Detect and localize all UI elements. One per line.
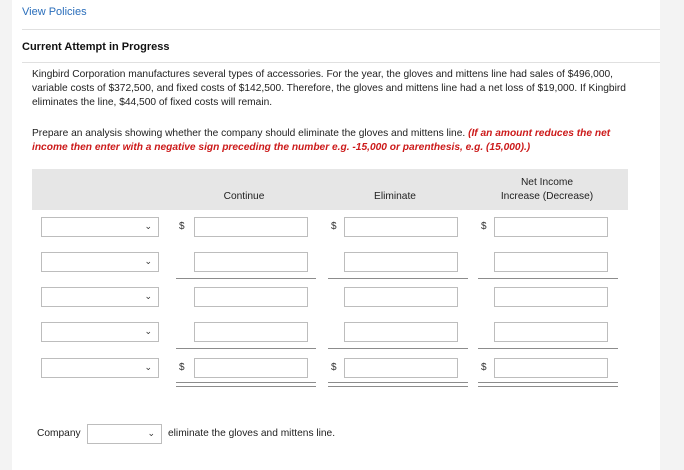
chevron-down-icon: ⌄	[147, 428, 155, 438]
row-1-label-select[interactable]	[41, 217, 159, 237]
currency-symbol: $	[179, 221, 185, 232]
chevron-down-icon: ⌄	[144, 291, 152, 301]
row-4-net-input[interactable]	[494, 322, 608, 342]
conclusion-text: eliminate the gloves and mittens line.	[168, 428, 336, 439]
instruction-note: (If an amount reduces the net income then enter with a negative sign preceding the number e.g. -15,000 or parenthesis, e.g. (15,000).)	[32, 128, 611, 153]
subtotal-line	[328, 278, 468, 279]
company-decision-select[interactable]	[87, 424, 162, 444]
header-net-line2: Increase (Decrease)	[500, 191, 594, 202]
row-3-label-select[interactable]	[41, 287, 159, 307]
row-2-continue-input[interactable]	[194, 252, 308, 272]
chevron-down-icon: ⌄	[144, 326, 152, 336]
company-label: Company	[37, 428, 81, 439]
subtotal-line	[478, 278, 618, 279]
instruction-text: Prepare an analysis showing whether the company should eliminate the gloves and mittens line.	[32, 128, 466, 139]
total-double-line	[328, 382, 468, 387]
row-1-continue-input[interactable]	[194, 217, 308, 237]
header-net-income	[487, 176, 607, 204]
currency-symbol: $	[331, 221, 337, 232]
row-5-label-select[interactable]	[41, 358, 159, 378]
row-3-net-input[interactable]	[494, 287, 608, 307]
chevron-down-icon: ⌄	[144, 221, 152, 231]
row-3-continue-input[interactable]	[194, 287, 308, 307]
row-1-eliminate-input[interactable]	[344, 217, 458, 237]
total-double-line	[478, 382, 618, 387]
total-double-line	[176, 382, 316, 387]
header-eliminate: Eliminate	[374, 191, 416, 202]
currency-symbol: $	[331, 362, 337, 373]
subtotal-line	[478, 348, 618, 349]
chevron-down-icon: ⌄	[144, 362, 152, 372]
subtotal-line	[176, 348, 316, 349]
row-1-net-input[interactable]	[494, 217, 608, 237]
row-2-eliminate-input[interactable]	[344, 252, 458, 272]
divider	[22, 29, 660, 30]
row-5-continue-input[interactable]	[194, 358, 308, 378]
currency-symbol: $	[179, 362, 185, 373]
problem-text: Kingbird Corporation manufactures several types of accessories. For the year, the gloves and mittens line had sales of $496,000, variable costs of $372,500, and fixed costs of $142,500. Therefore, the gloves and mittens line had a net loss of $19,000. If Kingbird eliminates the line, $44,500 of fixed costs will remain.	[32, 69, 626, 108]
currency-symbol: $	[481, 362, 487, 373]
table-header	[32, 169, 628, 210]
row-4-continue-input[interactable]	[194, 322, 308, 342]
row-5-net-input[interactable]	[494, 358, 608, 378]
row-3-eliminate-input[interactable]	[344, 287, 458, 307]
view-policies-link[interactable]: View Policies	[22, 6, 87, 18]
row-5-eliminate-input[interactable]	[344, 358, 458, 378]
subtotal-line	[328, 348, 468, 349]
chevron-down-icon: ⌄	[144, 256, 152, 266]
row-4-eliminate-input[interactable]	[344, 322, 458, 342]
row-2-net-input[interactable]	[494, 252, 608, 272]
row-4-label-select[interactable]	[41, 322, 159, 342]
instructions	[32, 127, 642, 155]
currency-symbol: $	[481, 221, 487, 232]
attempt-title: Current Attempt in Progress	[22, 41, 170, 53]
divider	[22, 62, 660, 63]
subtotal-line	[176, 278, 316, 279]
header-continue: Continue	[223, 191, 265, 202]
header-net-line1: Net Income	[520, 177, 574, 188]
row-2-label-select[interactable]	[41, 252, 159, 272]
